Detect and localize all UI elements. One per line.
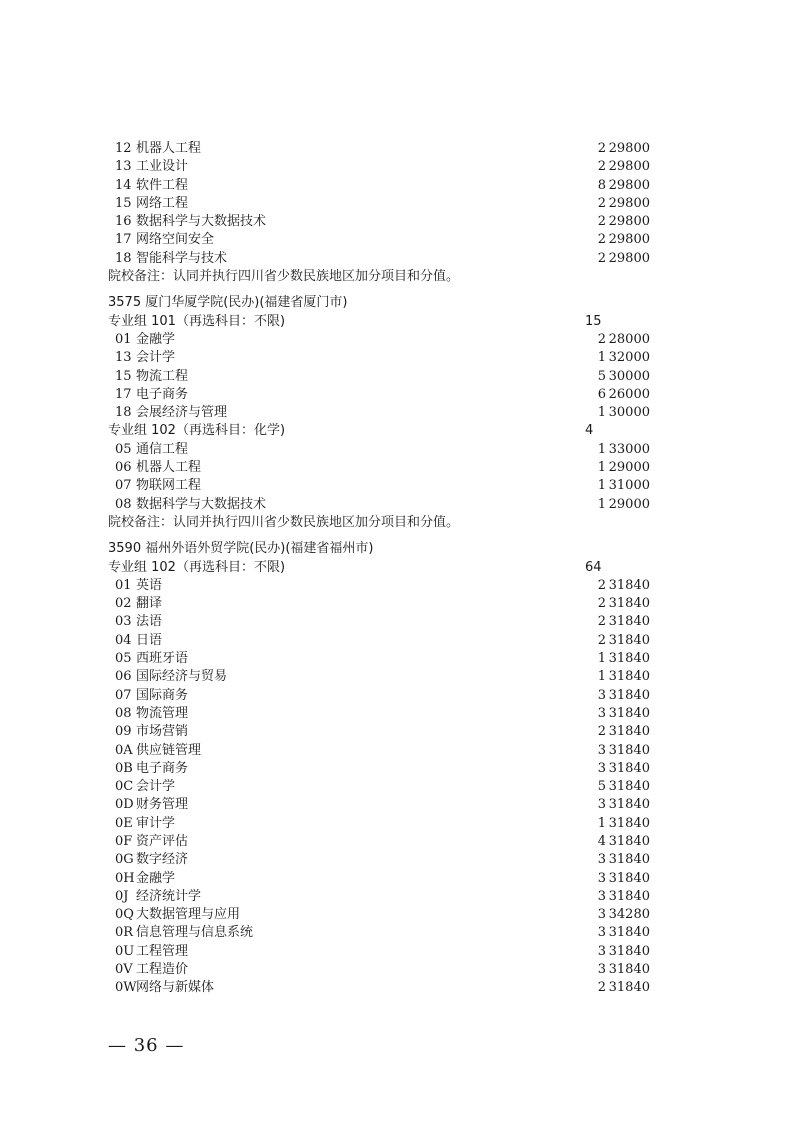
college-title: 3575 厦门华厦学院(民办)(福建省厦门市): [108, 295, 348, 311]
major-code: 0U: [115, 943, 135, 959]
major-row: [108, 796, 668, 814]
tuition-fee: 31840: [608, 943, 650, 959]
tuition-fee: 31840: [608, 577, 650, 593]
major-name: 英语: [136, 577, 163, 593]
major-name: 审计学: [136, 815, 176, 831]
major-row: [108, 888, 668, 906]
major-group-header: [108, 313, 668, 331]
tuition-fee: 29800: [608, 232, 650, 248]
tuition-fee: 33000: [608, 441, 650, 457]
group-title: 专业组 102（再选科目：不限): [108, 559, 286, 575]
plan-count: 3: [597, 760, 606, 776]
major-row: [108, 613, 668, 631]
plan-count: 3: [597, 907, 606, 923]
major-code: 0D: [115, 797, 134, 813]
tuition-fee: 29800: [608, 141, 650, 156]
major-code: 05: [115, 441, 132, 457]
plan-count: 2: [597, 614, 606, 630]
major-code: 07: [115, 478, 132, 494]
plan-count: 2: [597, 980, 606, 996]
major-row: [108, 815, 668, 833]
document-body: [108, 140, 668, 998]
major-name: 法语: [136, 614, 163, 630]
plan-count: 3: [597, 742, 606, 758]
tuition-fee: 31000: [608, 478, 650, 494]
plan-count: 1: [597, 815, 606, 831]
plan-count: 2: [597, 577, 606, 593]
major-code: 0J: [115, 888, 129, 904]
tuition-fee: 32000: [608, 350, 650, 366]
major-code: 0B: [115, 760, 133, 776]
major-code: 02: [115, 596, 132, 612]
major-name: 西班牙语: [136, 651, 189, 667]
tuition-fee: 31840: [608, 632, 650, 648]
college-note: [108, 268, 668, 286]
major-code: 06: [115, 669, 132, 685]
major-row: [108, 833, 668, 851]
plan-count: 4: [597, 833, 606, 849]
major-code: 0G: [115, 852, 134, 868]
plan-count: 2: [597, 331, 606, 347]
major-row: [108, 331, 668, 349]
major-code: 15: [115, 368, 132, 384]
major-name: 会展经济与管理: [136, 405, 228, 421]
tuition-fee: 31840: [608, 596, 650, 612]
major-row: [108, 140, 668, 158]
major-row: [108, 368, 668, 386]
plan-count: 2: [597, 195, 606, 211]
major-name: 金融学: [136, 331, 176, 347]
plan-count: 2: [597, 250, 606, 266]
plan-count: 2: [597, 632, 606, 648]
major-list: [108, 331, 668, 422]
tuition-fee: 31840: [608, 870, 650, 886]
major-code: 04: [115, 632, 132, 648]
major-row: [108, 668, 668, 686]
tuition-fee: 29800: [608, 250, 650, 266]
major-row: [108, 650, 668, 668]
major-code: 16: [115, 214, 132, 230]
tuition-fee: 29800: [608, 214, 650, 230]
major-name: 软件工程: [136, 177, 189, 193]
plan-count: 1: [597, 460, 606, 476]
plan-count: 6: [597, 386, 606, 402]
tuition-fee: 31840: [608, 687, 650, 703]
major-code: 08: [115, 496, 132, 512]
major-row: [108, 723, 668, 741]
major-row: [108, 632, 668, 650]
major-code: 0Q: [115, 907, 134, 923]
plan-count: 8: [597, 177, 606, 193]
plan-count: 3: [597, 888, 606, 904]
plan-count: 1: [597, 651, 606, 667]
major-code: 17: [115, 232, 132, 248]
plan-count: 2: [597, 724, 606, 740]
tuition-fee: 31840: [608, 797, 650, 813]
group-count: 64: [585, 559, 602, 575]
major-row: [108, 177, 668, 195]
major-row: [108, 496, 668, 514]
plan-count: 3: [597, 925, 606, 941]
major-name: 国际商务: [136, 687, 189, 703]
plan-count: 2: [597, 214, 606, 230]
major-name: 信息管理与信息系统: [136, 925, 254, 941]
college-note: [108, 514, 668, 532]
major-name: 国际经济与贸易: [136, 669, 228, 685]
major-name: 通信工程: [136, 441, 189, 457]
major-name: 供应链管理: [136, 742, 202, 758]
major-code: 14: [115, 177, 132, 193]
plan-count: 5: [597, 779, 606, 795]
major-row: [108, 404, 668, 422]
tuition-fee: 31840: [608, 669, 650, 685]
plan-count: 1: [597, 669, 606, 685]
major-row: [108, 250, 668, 268]
college-header: [108, 540, 668, 558]
major-row: [108, 924, 668, 942]
major-name: 数据科学与大数据技术: [136, 214, 267, 230]
major-row: [108, 705, 668, 723]
major-code: 07: [115, 687, 132, 703]
plan-count: 1: [597, 478, 606, 494]
major-name: 会计学: [136, 779, 176, 795]
major-code: 18: [115, 405, 132, 421]
major-name: 资产评估: [136, 833, 189, 849]
major-row: [108, 441, 668, 459]
major-name: 财务管理: [136, 797, 189, 813]
top-item-list: [108, 140, 668, 268]
page-number: — 36 —: [108, 1035, 185, 1056]
tuition-fee: 31840: [608, 724, 650, 740]
plan-count: 2: [597, 596, 606, 612]
major-row: [108, 459, 668, 477]
major-row: [108, 760, 668, 778]
plan-count: 1: [597, 350, 606, 366]
major-row: [108, 231, 668, 249]
plan-count: 3: [597, 870, 606, 886]
major-name: 日语: [136, 632, 163, 648]
plan-count: 3: [597, 797, 606, 813]
tuition-fee: 30000: [608, 405, 650, 421]
tuition-fee: 29800: [608, 195, 650, 211]
major-code: 17: [115, 386, 132, 402]
major-code: 12: [115, 141, 132, 156]
major-row: [108, 386, 668, 404]
tuition-fee: 26000: [608, 386, 650, 402]
major-row: [108, 906, 668, 924]
plan-count: 3: [597, 705, 606, 721]
plan-count: 2: [597, 232, 606, 248]
tuition-fee: 31840: [608, 760, 650, 776]
plan-count: 2: [597, 159, 606, 175]
major-row: [108, 477, 668, 495]
major-group-header: [108, 559, 668, 577]
major-row: [108, 851, 668, 869]
major-row: [108, 595, 668, 613]
major-row: [108, 742, 668, 760]
plan-count: 1: [597, 496, 606, 512]
major-name: 网络空间安全: [136, 232, 215, 248]
tuition-fee: 29000: [608, 460, 650, 476]
tuition-fee: 31840: [608, 705, 650, 721]
major-code: 13: [115, 350, 132, 366]
major-name: 经济统计学: [136, 888, 202, 904]
major-name: 大数据管理与应用: [136, 907, 241, 923]
major-code: 0A: [115, 742, 133, 758]
major-list: [108, 577, 668, 998]
major-row: [108, 158, 668, 176]
tuition-fee: 29800: [608, 159, 650, 175]
major-row: [108, 778, 668, 796]
major-row: [108, 870, 668, 888]
plan-count: 3: [597, 852, 606, 868]
major-code: 0C: [115, 779, 134, 795]
major-row: [108, 195, 668, 213]
major-name: 网络工程: [136, 195, 189, 211]
major-code: 01: [115, 577, 132, 593]
major-code: 06: [115, 460, 132, 476]
major-name: 翻译: [136, 596, 163, 612]
tuition-fee: 31840: [608, 779, 650, 795]
tuition-fee: 31840: [608, 980, 650, 996]
major-name: 电子商务: [136, 760, 189, 776]
major-name: 网络与新媒体: [136, 980, 215, 996]
major-list: [108, 441, 668, 514]
note-text: 院校备注：认同并执行四川省少数民族地区加分项目和分值。: [108, 269, 460, 285]
major-code: 05: [115, 651, 132, 667]
tuition-fee: 31840: [608, 614, 650, 630]
tuition-fee: 34280: [608, 907, 650, 923]
plan-count: 3: [597, 943, 606, 959]
group-title: 专业组 101（再选科目：不限): [108, 313, 286, 329]
major-name: 工程造价: [136, 962, 189, 978]
major-name: 物联网工程: [136, 478, 202, 494]
major-code: 0V: [115, 962, 133, 978]
major-name: 物流管理: [136, 705, 189, 721]
major-name: 金融学: [136, 870, 176, 886]
major-code: 0R: [115, 925, 134, 941]
major-code: 18: [115, 250, 132, 266]
major-code: 0H: [115, 870, 135, 886]
tuition-fee: 31840: [608, 651, 650, 667]
group-count: 4: [585, 423, 594, 439]
major-group-header: [108, 422, 668, 440]
major-row: [108, 213, 668, 231]
plan-count: 5: [597, 368, 606, 384]
major-code: 15: [115, 195, 132, 211]
college-header: [108, 294, 668, 312]
group-title: 专业组 102（再选科目：化学): [108, 423, 286, 439]
major-name: 机器人工程: [136, 460, 202, 476]
tuition-fee: 28000: [608, 331, 650, 347]
tuition-fee: 29000: [608, 496, 650, 512]
plan-count: 2: [597, 141, 606, 156]
major-code: 13: [115, 159, 132, 175]
major-row: [108, 979, 668, 997]
major-code: 0W: [115, 980, 137, 996]
major-name: 电子商务: [136, 386, 189, 402]
major-row: [108, 687, 668, 705]
major-row: [108, 961, 668, 979]
tuition-fee: 31840: [608, 742, 650, 758]
major-name: 会计学: [136, 350, 176, 366]
major-name: 数据科学与大数据技术: [136, 496, 267, 512]
plan-count: 3: [597, 687, 606, 703]
major-name: 数字经济: [136, 852, 189, 868]
major-code: 08: [115, 705, 132, 721]
major-code: 0F: [115, 833, 133, 849]
major-row: [108, 349, 668, 367]
plan-count: 1: [597, 441, 606, 457]
group-count: 15: [585, 313, 602, 329]
major-code: 0E: [115, 815, 133, 831]
major-code: 03: [115, 614, 132, 630]
tuition-fee: 29800: [608, 177, 650, 193]
major-name: 工程管理: [136, 943, 189, 959]
note-text: 院校备注：认同并执行四川省少数民族地区加分项目和分值。: [108, 514, 460, 530]
tuition-fee: 31840: [608, 888, 650, 904]
tuition-fee: 31840: [608, 962, 650, 978]
major-code: 01: [115, 331, 132, 347]
major-name: 工业设计: [136, 159, 189, 175]
tuition-fee: 31840: [608, 925, 650, 941]
tuition-fee: 30000: [608, 368, 650, 384]
major-row: [108, 943, 668, 961]
major-name: 市场营销: [136, 724, 189, 740]
major-name: 机器人工程: [136, 141, 202, 156]
plan-count: 3: [597, 962, 606, 978]
tuition-fee: 31840: [608, 815, 650, 831]
major-row: [108, 577, 668, 595]
tuition-fee: 31840: [608, 833, 650, 849]
major-name: 智能科学与技术: [136, 250, 228, 266]
major-code: 09: [115, 724, 132, 740]
tuition-fee: 31840: [608, 852, 650, 868]
major-name: 物流工程: [136, 368, 189, 384]
plan-count: 1: [597, 405, 606, 421]
college-title: 3590 福州外语外贸学院(民办)(福建省福州市): [108, 541, 374, 557]
